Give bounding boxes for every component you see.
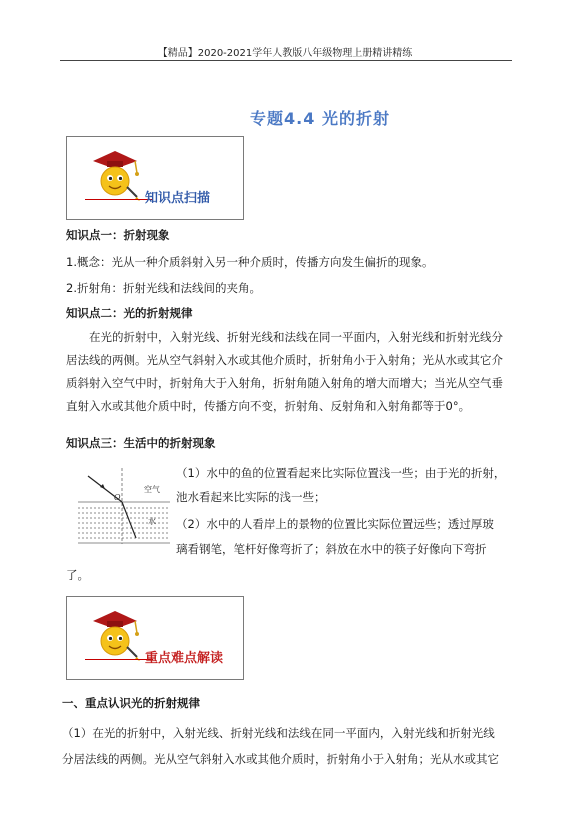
section1-line-1: （1）在光的折射中，入射光线、折射光线和法线在同一平面内，入射光线和折射光线	[62, 726, 495, 740]
kp2-paragraph	[66, 326, 512, 418]
kp3-heading: 知识点三：生活中的折射现象	[66, 436, 216, 450]
section1-line-2: 分居法线的两侧。光从空气斜射入水或其他介质时，折射角小于入射角；光从水或其它	[62, 752, 499, 766]
paragraph-line: 在光的折射中，入射光线、折射光线和法线在同一平面内，入射光线和折射光线分	[89, 330, 503, 344]
kp3-line-1: （1）水中的鱼的位置看起来比实际位置浅一些；由于光的折射，	[176, 466, 506, 480]
kp3-line-5: 了。	[66, 568, 89, 582]
paragraph-line: 直射入水或其他介质中时，传播方向不变，折射角、反射角和入射角都等于0°。	[66, 399, 471, 413]
banner-knowledge-scan	[66, 136, 244, 220]
kp1-heading: 知识点一：折射现象	[66, 228, 170, 242]
figure-label-air: 空气	[144, 485, 160, 494]
page-header: 【精品】2020-2021学年人教版八年级物理上册精讲精练	[157, 48, 413, 59]
figure-label-water: 水	[148, 517, 156, 526]
kp1-item-2: 2.折射角：折射光线和法线间的夹角。	[66, 281, 261, 295]
paragraph-line: 居法线的两侧。光从空气斜射入水或其他介质时，折射角小于入射角；光从水或其它介	[66, 353, 503, 367]
mascot-graduate-icon	[85, 147, 145, 203]
mascot-graduate-icon	[85, 607, 145, 663]
banner-key-points	[66, 596, 244, 680]
page-title-row	[0, 106, 580, 129]
paragraph-line: 质斜射入空气中时，折射角大于入射角，折射角随入射角的增大而增大；当光从空气垂	[66, 376, 503, 390]
header-divider	[60, 60, 512, 61]
section1-heading: 一、重点认识光的折射规律	[62, 696, 200, 710]
kp3-line-3: （2）水中的人看岸上的景物的位置比实际位置远些；透过厚玻	[176, 517, 494, 531]
banner-label: 重点难点解读	[145, 651, 224, 666]
kp3-line-2: 池水看起来比实际的浅一些；	[176, 490, 326, 504]
figure-point-o: O	[114, 493, 121, 502]
kp3-line-4: 璃看钢笔，笔杆好像弯折了；斜放在水中的筷子好像向下弯折	[176, 542, 487, 556]
banner-underline	[85, 199, 153, 200]
banner-underline	[85, 659, 153, 660]
banner-label: 知识点扫描	[145, 191, 211, 206]
page-title: 专题4.4 光的折射	[250, 109, 390, 128]
kp1-item-1: 1.概念：光从一种介质斜射入另一种介质时，传播方向发生偏折的现象。	[66, 255, 434, 269]
refraction-figure	[78, 468, 170, 544]
kp2-heading: 知识点二：光的折射规律	[66, 306, 193, 320]
